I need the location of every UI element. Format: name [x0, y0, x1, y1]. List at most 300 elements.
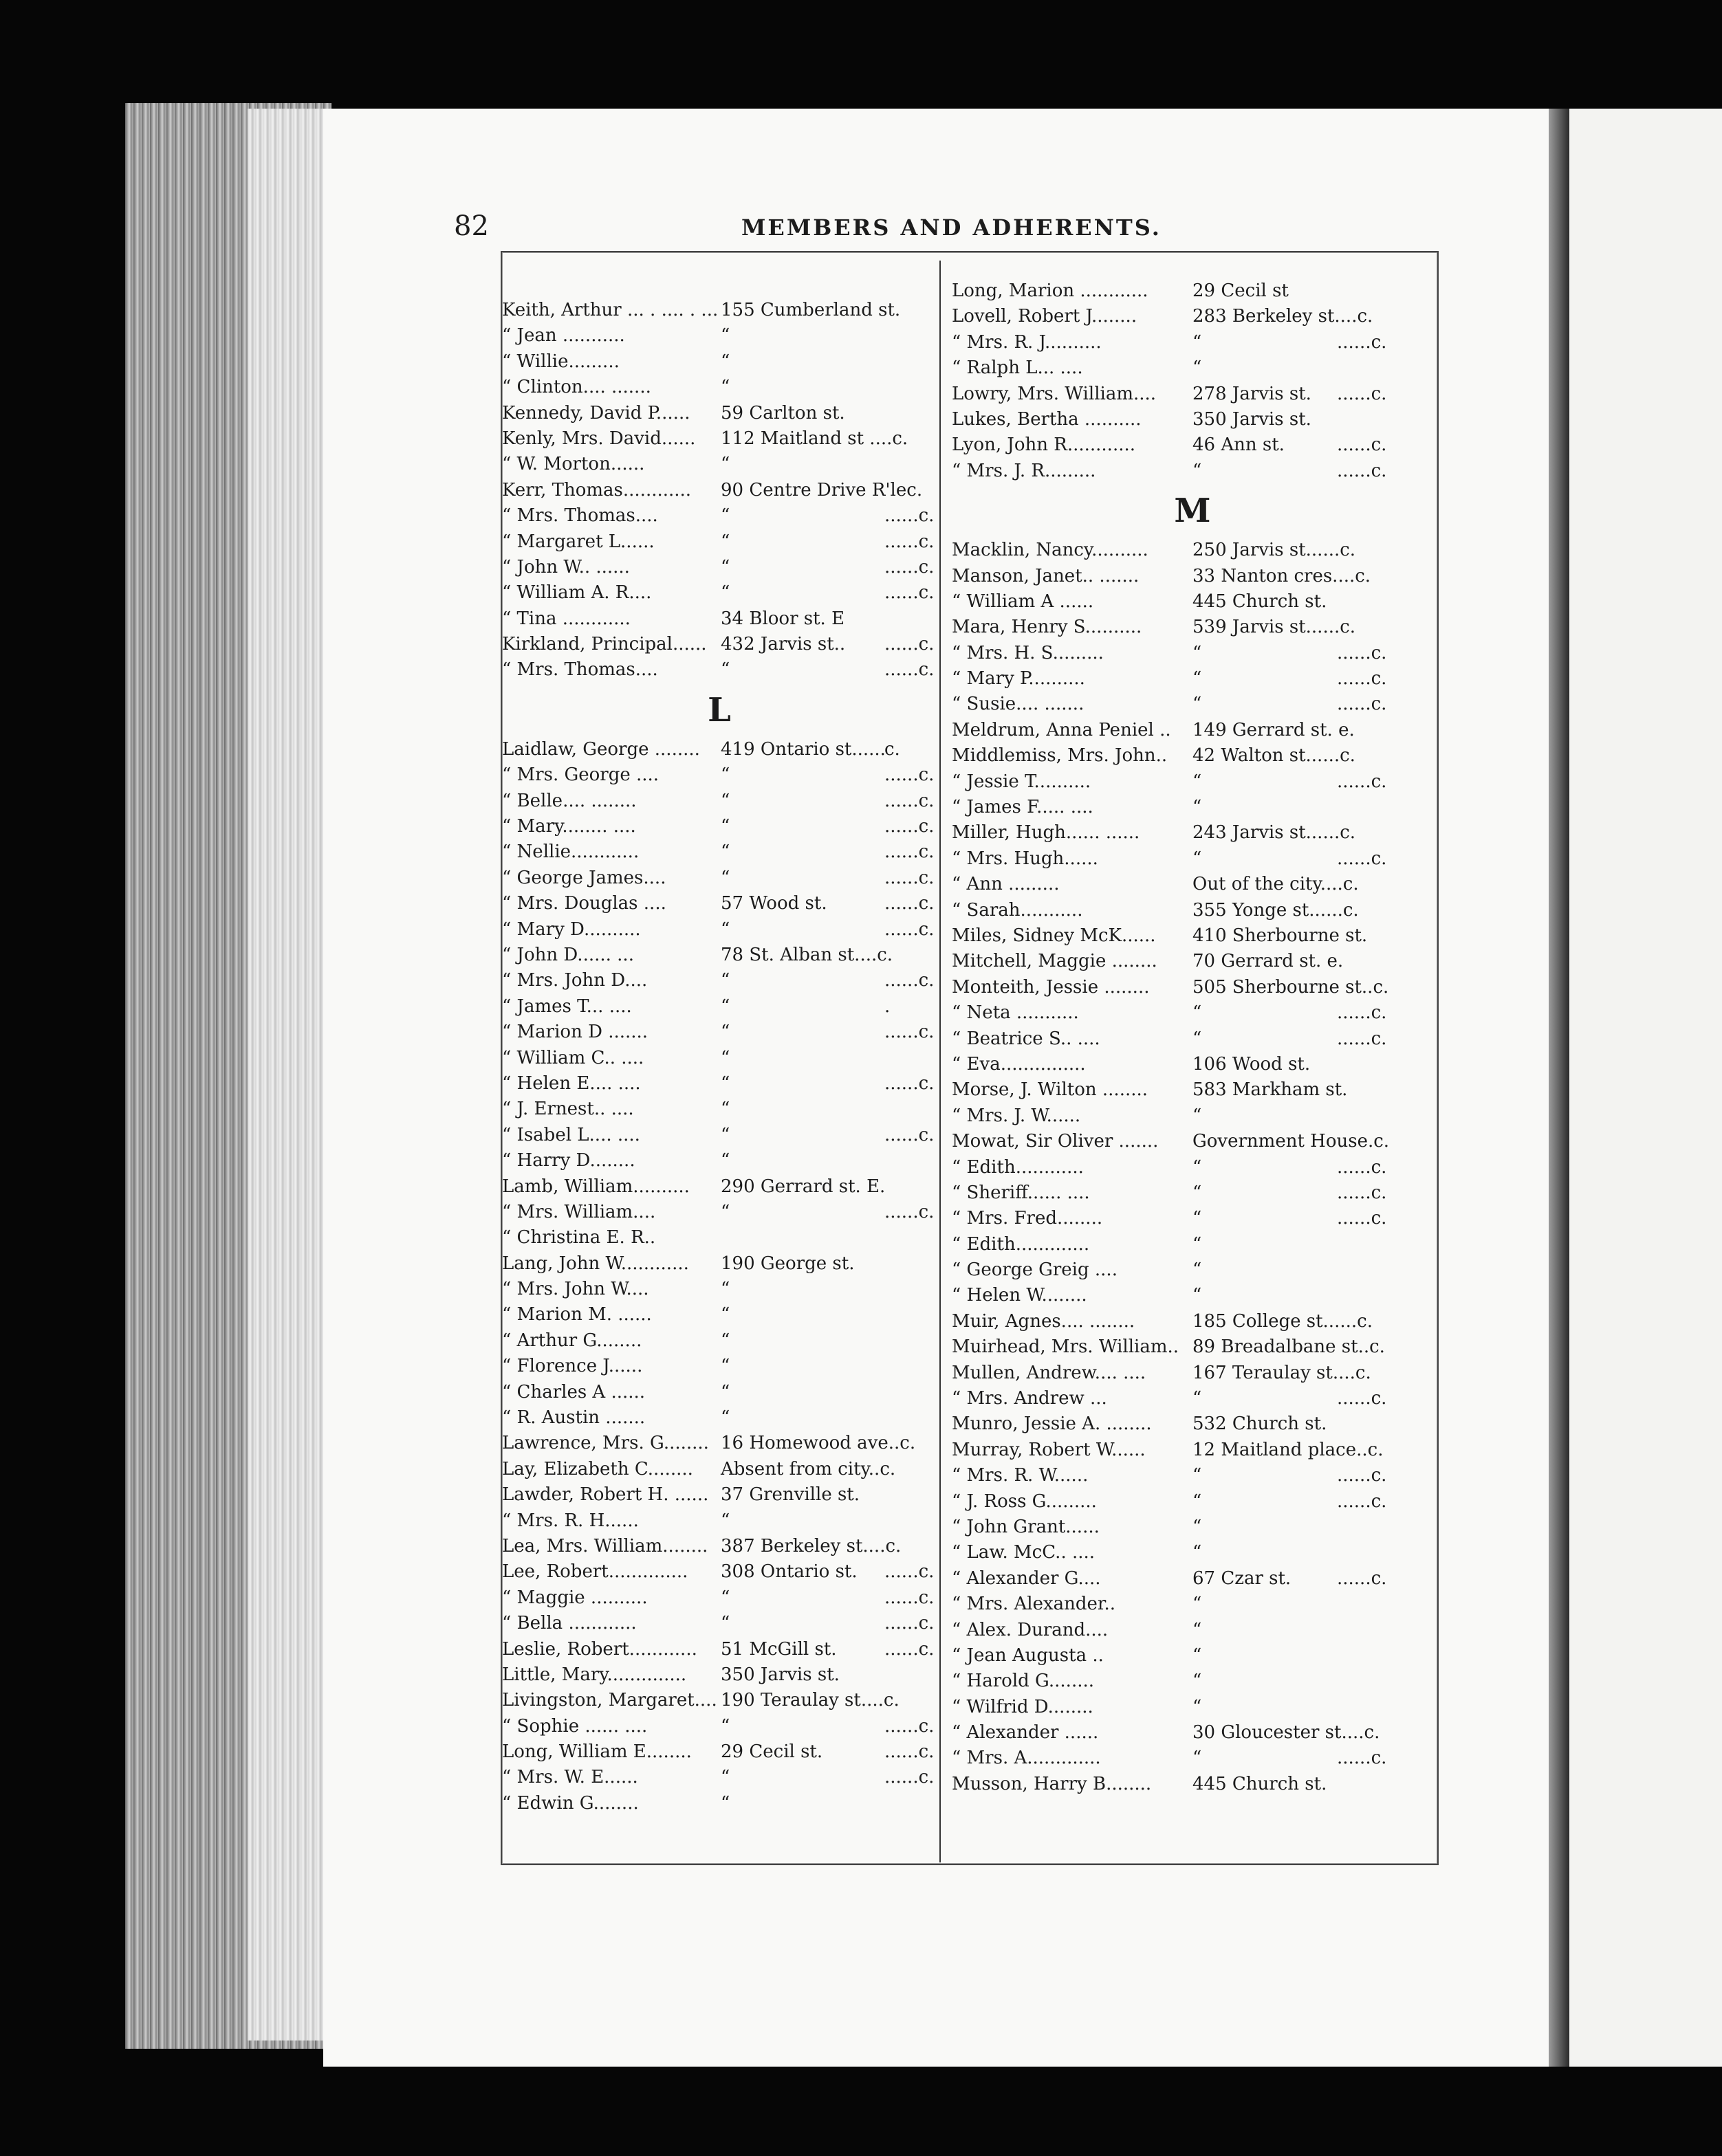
directory-entry — [952, 1566, 1433, 1592]
entry-name: Kennedy, David P...... — [502, 402, 690, 424]
entry-name: “ Alex. Durand.... — [952, 1619, 1109, 1640]
directory-entry — [952, 1463, 1433, 1488]
entry-address: “ — [721, 996, 730, 1017]
left-column — [502, 252, 937, 1816]
directory-entry — [952, 1026, 1433, 1052]
entry-name: “ Mary P.......... — [952, 668, 1085, 690]
directory-entry — [952, 1618, 1433, 1643]
entry-address: 57 Wood st. — [721, 893, 827, 914]
entry-name: “ Ann ......... — [952, 874, 1060, 895]
entry-name: “ Marion M. ...... — [502, 1304, 652, 1326]
entry-address: 46 Ann st. — [1192, 434, 1285, 456]
entry-address: 445 Church st. — [1192, 1773, 1327, 1794]
entry-name: “ Susie.... ....... — [952, 694, 1085, 715]
entry-address: “ — [1192, 1696, 1202, 1717]
entry-mark: ......c. — [884, 918, 935, 940]
entry-name: “ Mrs. R. W...... — [952, 1465, 1089, 1486]
entry-mark: ......c. — [884, 1613, 935, 1634]
entry-name: Leslie, Robert............ — [502, 1638, 697, 1660]
entry-address: Government House.c. — [1192, 1131, 1390, 1152]
entry-name: Lamb, William.......... — [502, 1176, 690, 1197]
directory-entry — [502, 452, 937, 477]
entry-address: “ — [721, 1099, 730, 1120]
directory-entry — [952, 1000, 1433, 1026]
entry-name: “ Mrs. J. R......... — [952, 460, 1096, 481]
entry-name: “ Mrs. A............. — [952, 1748, 1101, 1769]
entry-name: “ J. Ross G......... — [952, 1490, 1097, 1512]
directory-entry — [502, 1457, 937, 1482]
entry-address: “ — [721, 1279, 730, 1300]
page-number: 82 — [454, 210, 489, 242]
entry-name: “ John W.. ...... — [502, 556, 630, 578]
entry-address: “ — [1192, 771, 1202, 792]
directory-entry — [502, 401, 937, 426]
entry-address: “ — [721, 867, 730, 888]
entry-mark: ......c. — [884, 893, 935, 914]
entry-address: “ — [721, 505, 730, 527]
entry-name: Monteith, Jessie ........ — [952, 976, 1150, 998]
entry-address: “ — [721, 1767, 730, 1788]
entry-name: “ Mrs. John D.... — [502, 970, 648, 991]
entry-address: “ — [1192, 797, 1202, 818]
directory-entry — [952, 1155, 1433, 1180]
page-header — [454, 210, 1437, 252]
entry-name: Kerr, Thomas............ — [502, 479, 692, 500]
entry-address: “ — [721, 918, 730, 940]
entry-name: Mara, Henry S.......... — [952, 617, 1142, 638]
entry-address: “ — [721, 1356, 730, 1377]
directory-entry — [502, 968, 937, 993]
directory-entry — [502, 1251, 937, 1277]
directory-entry — [502, 1225, 937, 1251]
entry-name: Livingston, Margaret.... — [502, 1690, 717, 1711]
entry-address: “ — [1192, 1619, 1202, 1640]
entry-name: Morse, J. Wilton ........ — [952, 1079, 1148, 1101]
entry-name: “ Mrs. Thomas.... — [502, 505, 658, 527]
entry-address: “ — [721, 1381, 730, 1402]
entry-name: Mowat, Sir Oliver ....... — [952, 1131, 1159, 1152]
entry-mark: ......c. — [884, 1124, 935, 1145]
entry-mark: ......c. — [1337, 1182, 1387, 1203]
entry-name: “ Mrs. W. E...... — [502, 1767, 638, 1788]
entry-address: “ — [1192, 668, 1202, 690]
entry-name: “ Mrs. H. S......... — [952, 642, 1104, 663]
section-letter: M — [1174, 492, 1211, 531]
directory-entry — [952, 1309, 1433, 1334]
entry-address: “ — [1192, 1285, 1202, 1306]
entry-name: “ Mrs. Alexander.. — [952, 1594, 1115, 1615]
entry-address: “ — [1192, 1028, 1202, 1049]
directory-entry — [952, 615, 1433, 640]
entry-name: “ Mrs. R. J.......... — [952, 331, 1102, 353]
entry-name: “ Belle.... ........ — [502, 790, 637, 811]
entry-mark: ......c. — [884, 505, 935, 527]
entry-address: “ — [721, 454, 730, 475]
entry-address: “ — [721, 1201, 730, 1222]
directory-entry — [952, 820, 1433, 846]
entry-name: “ J. Ernest.. .... — [502, 1099, 634, 1120]
entry-name: “ Ralph L... .... — [952, 358, 1083, 379]
directory-entry — [502, 737, 937, 762]
directory-entry — [952, 949, 1433, 974]
entry-address: 37 Grenville st. — [721, 1484, 860, 1506]
entry-name: “ Mrs. Douglas .... — [502, 893, 666, 914]
entry-name: “ Mary........ .... — [502, 816, 636, 837]
directory-entry — [952, 743, 1433, 769]
directory-entry — [502, 839, 937, 865]
entry-address: 190 Teraulay st....c. — [721, 1690, 900, 1711]
entry-address: “ — [1192, 1748, 1202, 1769]
entry-name: Mitchell, Maggie ........ — [952, 951, 1157, 972]
entry-address: 419 Ontario st...... — [721, 738, 886, 760]
directory-entry — [952, 1206, 1433, 1231]
directory-entry — [952, 641, 1433, 666]
directory-entry — [952, 1772, 1433, 1797]
directory-entry — [952, 1720, 1433, 1746]
entry-mark: ......c. — [1337, 1208, 1387, 1229]
entry-name: Miles, Sidney McK...... — [952, 925, 1156, 946]
entry-name: “ Harry D........ — [502, 1150, 635, 1172]
entry-address: 583 Markham st. — [1192, 1079, 1348, 1101]
entry-name: “ Alexander ...... — [952, 1722, 1099, 1744]
directory-entry — [502, 1200, 937, 1225]
directory-entry — [502, 1380, 937, 1405]
directory-entry — [502, 1791, 937, 1816]
entry-mark: c. — [884, 738, 900, 760]
directory-entry — [502, 1508, 937, 1534]
entry-mark: ......c. — [884, 1767, 935, 1788]
entry-address: “ — [721, 1304, 730, 1326]
directory-entry — [952, 1103, 1433, 1129]
entry-address: 59 Carlton st. — [721, 402, 845, 424]
directory-entry — [502, 657, 937, 683]
entry-name: “ William A ...... — [952, 591, 1094, 612]
entry-name: “ Tina ............ — [502, 608, 631, 629]
entry-name: “ Edwin G........ — [502, 1792, 639, 1814]
entry-address: 30 Gloucester st....c. — [1192, 1722, 1380, 1744]
entry-address: “ — [721, 816, 730, 837]
directory-entry — [952, 666, 1433, 692]
directory-entry — [952, 1695, 1433, 1720]
entry-mark: ......c. — [1337, 694, 1387, 715]
entry-name: “ George Greig .... — [952, 1260, 1118, 1281]
entry-address: “ — [721, 1022, 730, 1043]
directory-entry — [502, 789, 937, 814]
directory-entry — [952, 304, 1433, 329]
entry-name: Musson, Harry B........ — [952, 1773, 1152, 1794]
entry-mark: ......c. — [1337, 460, 1387, 481]
entry-address: “ — [721, 842, 730, 863]
entry-name: “ Beatrice S.. .... — [952, 1028, 1100, 1049]
entry-mark: ......c. — [884, 1587, 935, 1608]
entry-name: “ Arthur G........ — [502, 1330, 642, 1351]
entry-address: 70 Gerrard st. e. — [1192, 951, 1344, 972]
entry-address: 90 Centre Drive R'lec. — [721, 479, 923, 500]
entry-name: Long, William E........ — [502, 1741, 692, 1763]
entry-address: 185 College st......c. — [1192, 1310, 1373, 1332]
entry-address: “ — [721, 582, 730, 604]
directory-entry — [952, 355, 1433, 381]
directory-entry — [502, 529, 937, 555]
entry-name: “ Helen W........ — [952, 1285, 1087, 1306]
entry-mark: ......c. — [884, 659, 935, 681]
entry-address: 51 McGill st. — [721, 1638, 837, 1660]
entry-address: “ — [1192, 331, 1202, 353]
directory-entry — [952, 432, 1433, 458]
entry-mark: ......c. — [1337, 668, 1387, 690]
directory-entry — [502, 606, 937, 632]
entry-name: “ W. Morton...... — [502, 454, 645, 475]
entry-address: 149 Gerrard st. e. — [1192, 719, 1355, 740]
directory-entry — [952, 769, 1433, 795]
entry-name: “ Mrs. George .... — [502, 764, 660, 786]
entry-address: “ — [1192, 1644, 1202, 1666]
entry-name: Little, Mary.............. — [502, 1664, 687, 1685]
entry-address: “ — [721, 1792, 730, 1814]
directory-entry — [952, 1592, 1433, 1617]
entry-name: Lea, Mrs. William........ — [502, 1535, 708, 1556]
entry-name: Manson, Janet.. ....... — [952, 565, 1140, 586]
entry-name: Kirkland, Principal...... — [502, 634, 707, 655]
entry-address: 445 Church st. — [1192, 591, 1327, 612]
entry-address: “ — [1192, 1156, 1202, 1178]
entry-name: “ Law. McC.. .... — [952, 1542, 1096, 1563]
entry-address: 12 Maitland place..c. — [1192, 1439, 1384, 1460]
directory-frame — [501, 251, 1439, 1865]
directory-entry — [502, 943, 937, 968]
directory-entry — [502, 478, 937, 503]
entry-mark: ......c. — [884, 816, 935, 837]
entry-address: “ — [1192, 848, 1202, 869]
entry-name: “ Sheriff...... .... — [952, 1182, 1090, 1203]
entry-address: “ — [1192, 358, 1202, 379]
entry-name: “ Mrs. John W.... — [502, 1279, 649, 1300]
directory-entry — [502, 503, 937, 529]
entry-mark: ......c. — [1337, 1748, 1387, 1769]
entry-name: Macklin, Nancy.......... — [952, 540, 1148, 561]
directory-entry — [952, 589, 1433, 615]
entry-mark: . — [884, 996, 891, 1017]
directory-entry — [502, 1148, 937, 1174]
entry-name: “ Mrs. William.... — [502, 1201, 656, 1222]
entry-mark: ......c. — [1337, 1490, 1387, 1512]
directory-entry — [502, 1328, 937, 1354]
entry-name: “ Mrs. Thomas.... — [502, 659, 658, 681]
directory-entry — [502, 1585, 937, 1611]
entry-address: 29 Cecil st — [1192, 280, 1289, 301]
directory-entry — [952, 459, 1433, 484]
directory-entry — [502, 323, 937, 349]
entry-name: “ Alexander G.... — [952, 1568, 1101, 1589]
entry-address: “ — [721, 1587, 730, 1608]
entry-address: 155 Cumberland st. — [721, 300, 901, 320]
entry-name: Lang, John W............ — [502, 1253, 689, 1274]
entry-name: “ Wilfrid D........ — [952, 1696, 1093, 1717]
directory-entry — [502, 994, 937, 1020]
entry-name: Kenly, Mrs. David...... — [502, 428, 696, 449]
directory-entry — [952, 692, 1433, 717]
entry-address: “ — [721, 351, 730, 372]
directory-entry — [502, 1611, 937, 1636]
directory-entry — [502, 426, 937, 452]
entry-address: 387 Berkeley st....c. — [721, 1535, 902, 1556]
entry-address: “ — [721, 764, 730, 786]
entry-address: “ — [1192, 460, 1202, 481]
entry-mark: ......c. — [884, 1201, 935, 1222]
directory-entry — [502, 1302, 937, 1328]
directory-entry — [502, 1688, 937, 1713]
entry-address: “ — [721, 1150, 730, 1172]
directory-entry — [952, 278, 1433, 304]
directory-entry — [952, 1669, 1433, 1694]
entry-name: “ Mrs. Hugh...... — [952, 848, 1098, 869]
facing-page — [1569, 109, 1722, 2067]
entry-address: 106 Wood st. — [1192, 1053, 1311, 1075]
entry-address: “ — [1192, 1671, 1202, 1692]
entry-name: Keith, Arthur ... . .... . ... — [502, 300, 719, 320]
directory-entry — [952, 1334, 1433, 1360]
directory-entry — [952, 330, 1433, 355]
entry-name: “ Charles A ...... — [502, 1381, 646, 1402]
entry-mark: ......c. — [1337, 383, 1387, 404]
entry-address: 33 Nanton cres....c. — [1192, 565, 1371, 586]
directory-entry — [502, 1174, 937, 1200]
directory-entry — [502, 580, 937, 606]
entry-address: “ — [721, 1407, 730, 1429]
entry-mark: ......c. — [1337, 434, 1387, 456]
entry-name: “ William A. R.... — [502, 582, 652, 604]
entry-name: “ Mrs. R. H...... — [502, 1510, 639, 1531]
entry-name: Lyon, John R............ — [952, 434, 1136, 456]
entry-address: “ — [1192, 1002, 1202, 1024]
entry-mark: ......c. — [884, 1022, 935, 1043]
directory-entry — [502, 349, 937, 375]
entry-name: Lowry, Mrs. William.... — [952, 383, 1157, 404]
directory-entry — [502, 1020, 937, 1045]
directory-entry — [502, 1405, 937, 1431]
directory-entry — [502, 1739, 937, 1765]
entry-address: “ — [721, 790, 730, 811]
directory-entry — [952, 1746, 1433, 1771]
column-divider — [939, 261, 941, 1862]
entry-address: 350 Jarvis st. — [1192, 408, 1311, 430]
entry-name: “ Margaret L...... — [502, 531, 655, 552]
entry-name: “ Nellie............ — [502, 842, 640, 863]
entry-address: “ — [1192, 1208, 1202, 1229]
entry-address: 243 Jarvis st......c. — [1192, 822, 1356, 844]
directory-entry — [952, 407, 1433, 432]
entry-name: Lawrence, Mrs. G........ — [502, 1433, 709, 1454]
directory-entry — [952, 795, 1433, 820]
directory-entry — [502, 814, 937, 839]
directory-entry — [952, 1515, 1433, 1540]
entry-mark: ......c. — [1337, 1002, 1387, 1024]
entry-mark: ......c. — [884, 764, 935, 786]
directory-entry — [952, 1489, 1433, 1515]
entry-address: “ — [1192, 1542, 1202, 1563]
entry-address: “ — [1192, 1465, 1202, 1486]
entry-address: 167 Teraulay st....c. — [1192, 1362, 1371, 1383]
directory-entry — [952, 1283, 1433, 1308]
entry-name: “ Edith............ — [952, 1156, 1084, 1178]
entry-address: 29 Cecil st. — [721, 1741, 823, 1763]
directory-entry — [952, 1540, 1433, 1565]
entry-name: “ James T... .... — [502, 996, 632, 1017]
entry-name: Meldrum, Anna Peniel .. — [952, 719, 1171, 740]
entry-name: “ Helen E.... .... — [502, 1072, 641, 1094]
directory-entry — [502, 891, 937, 916]
entry-name: Laidlaw, George ........ — [502, 738, 700, 760]
directory-entry — [502, 375, 937, 400]
entry-mark: ......c. — [884, 790, 935, 811]
entry-mark: ......c. — [884, 1741, 935, 1763]
entry-address: 34 Bloor st. E — [721, 608, 845, 629]
entry-mark: ......c. — [884, 867, 935, 888]
entry-mark: ......c. — [884, 582, 935, 604]
directory-entry — [952, 1438, 1433, 1463]
entry-name: Muir, Agnes.... ........ — [952, 1310, 1135, 1332]
entry-address: “ — [721, 970, 730, 991]
directory-entry — [502, 1071, 937, 1097]
directory-entry — [502, 1046, 937, 1071]
entry-address: “ — [721, 531, 730, 552]
directory-entry — [502, 1354, 937, 1379]
directory-entry — [502, 1123, 937, 1148]
directory-entry — [952, 1129, 1433, 1154]
directory-entry — [952, 872, 1433, 897]
entry-name: “ Willie......... — [502, 351, 620, 372]
directory-entry — [952, 1386, 1433, 1411]
entry-mark: ......c. — [1337, 1028, 1387, 1049]
entry-address: “ — [721, 1510, 730, 1531]
entry-address: 112 Maitland st ....c. — [721, 428, 908, 449]
entry-address: 67 Czar st. — [1192, 1568, 1292, 1589]
directory-entry — [502, 1637, 937, 1662]
entry-address: 350 Jarvis st. — [721, 1664, 840, 1685]
entry-mark: ......c. — [884, 634, 935, 655]
entry-name: Miller, Hugh...... ...... — [952, 822, 1140, 844]
directory-entry — [952, 898, 1433, 923]
entry-name: “ Sophie ...... .... — [502, 1715, 648, 1737]
entry-address: “ — [1192, 1388, 1202, 1409]
entry-mark: ......c. — [1337, 848, 1387, 869]
entry-address: “ — [1192, 1233, 1202, 1255]
entry-name: “ Marion D ....... — [502, 1022, 649, 1043]
entry-address: “ — [1192, 694, 1202, 715]
entry-address: Absent from city..c. — [721, 1458, 896, 1480]
entry-address: “ — [721, 377, 730, 398]
entry-name: “ Sarah........... — [952, 899, 1083, 921]
entry-address: 539 Jarvis st......c. — [1192, 617, 1356, 638]
entry-address: 283 Berkeley st....c. — [1192, 306, 1373, 327]
entry-address: 410 Sherbourne st. — [1192, 925, 1368, 946]
entry-address: 432 Jarvis st.. — [721, 634, 846, 655]
entry-name: “ Mrs. Fred........ — [952, 1208, 1103, 1229]
entry-address: 16 Homewood ave..c. — [721, 1433, 916, 1454]
directory-entry — [502, 555, 937, 580]
entry-name: “ William C.. .... — [502, 1047, 644, 1068]
directory-entry — [502, 1765, 937, 1790]
entry-name: “ John D...... ... — [502, 944, 634, 965]
entry-address: “ — [721, 556, 730, 578]
section-letter: L — [708, 690, 731, 729]
directory-entry — [502, 1431, 937, 1456]
entry-mark: ......c. — [884, 842, 935, 863]
entry-name: “ John Grant...... — [952, 1516, 1100, 1537]
entry-name: Lay, Elizabeth C........ — [502, 1458, 693, 1480]
directory-entry — [952, 382, 1433, 407]
directory-entry — [952, 923, 1433, 949]
